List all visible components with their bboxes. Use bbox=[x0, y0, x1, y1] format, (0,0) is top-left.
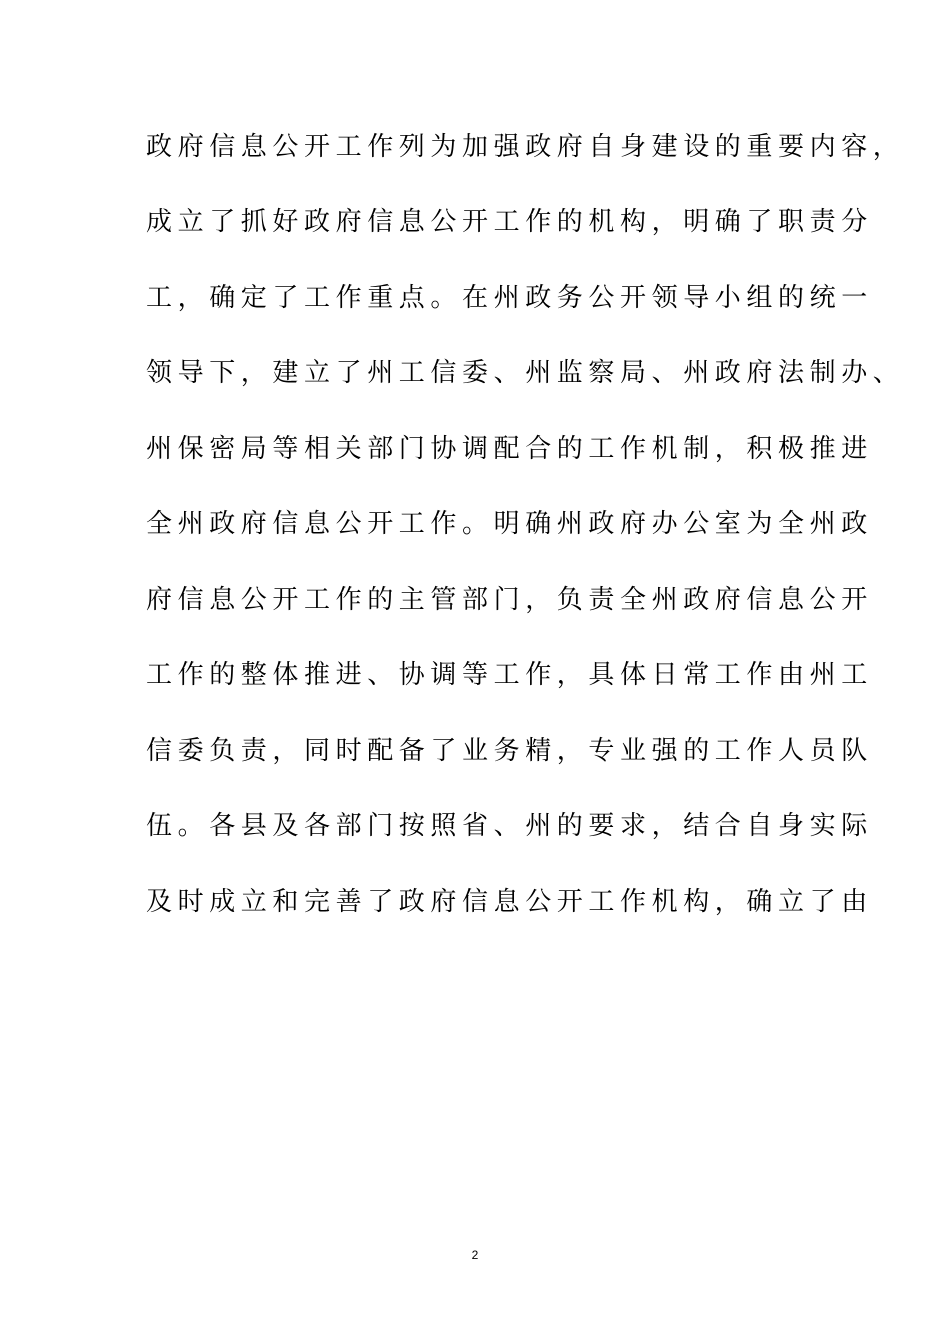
body-text-line: 伍。各县及各部门按照省、州的要求，结合自身实际 bbox=[146, 811, 873, 841]
body-text-line: 领导下，建立了州工信委、州监察局、州政府法制办、 bbox=[146, 358, 905, 388]
body-text-line: 全州政府信息公开工作。明确州政府办公室为全州政 bbox=[146, 509, 873, 539]
body-text-line: 政府信息公开工作列为加强政府自身建设的重要内容， bbox=[146, 132, 905, 162]
body-text-line: 成立了抓好政府信息公开工作的机构，明确了职责分 bbox=[146, 207, 873, 237]
body-text-line: 信委负责，同时配备了业务精，专业强的工作人员队 bbox=[146, 736, 873, 766]
body-text-line: 工，确定了工作重点。在州政务公开领导小组的统一 bbox=[146, 283, 873, 313]
page-number: 2 bbox=[471, 1248, 479, 1262]
body-text-line: 府信息公开工作的主管部门，负责全州政府信息公开 bbox=[146, 585, 873, 615]
body-text-line: 及时成立和完善了政府信息公开工作机构，确立了由 bbox=[146, 887, 873, 917]
body-text-line: 工作的整体推进、协调等工作，具体日常工作由州工 bbox=[146, 660, 873, 690]
body-text-line: 州保密局等相关部门协调配合的工作机制，积极推进 bbox=[146, 434, 873, 464]
